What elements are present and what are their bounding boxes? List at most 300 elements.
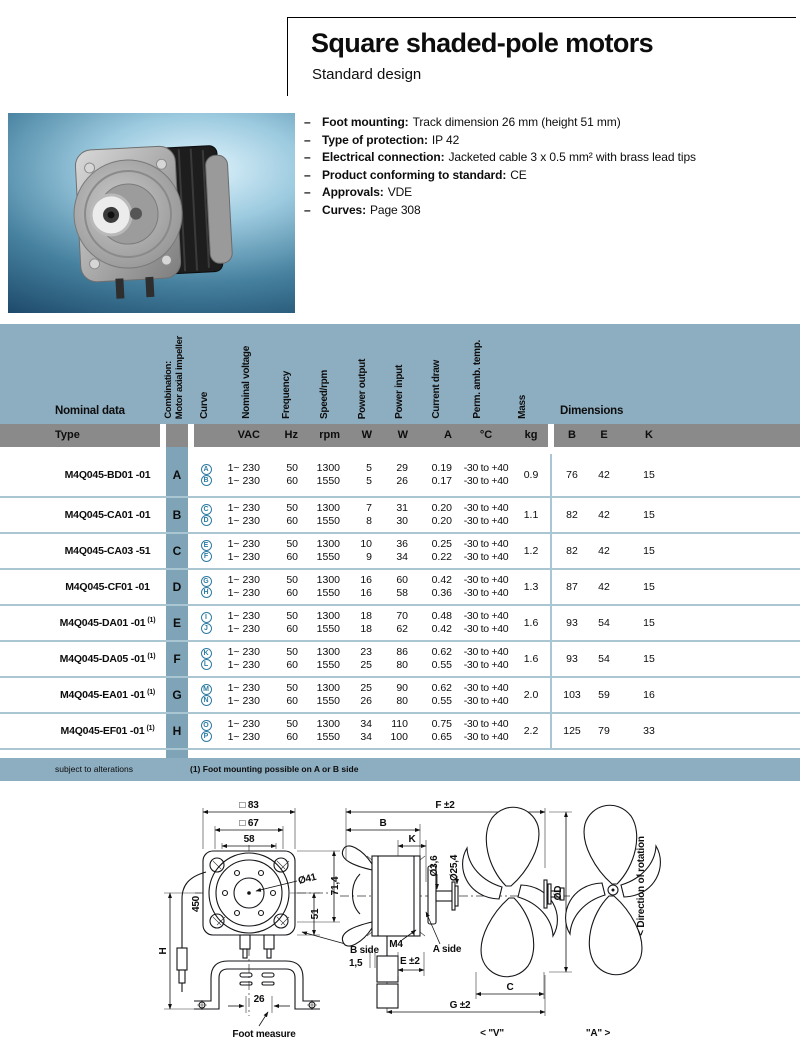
dim-label-k: K [408, 834, 416, 845]
table-row [0, 678, 800, 714]
value-line: 70 [396, 610, 408, 622]
dim-label-dia36: Ø3,6 [429, 855, 440, 877]
table-spacer [0, 750, 800, 758]
spec-label: Approvals: [322, 185, 384, 199]
value-line: 0.19 [431, 462, 452, 474]
voltage-cell [218, 678, 266, 712]
dash-bullet: – [304, 115, 311, 129]
dim-label-f: F ±2 [435, 800, 455, 811]
impeller-a-view-drawing [566, 805, 661, 1039]
temp-cell [458, 570, 514, 604]
value-line: 0.48 [431, 610, 452, 622]
value-line: 50 [286, 462, 298, 474]
spec-item [304, 151, 784, 165]
value-line: 100 [390, 731, 408, 743]
footnote-marker: (1) [147, 616, 156, 624]
type-label: M4Q045-EA01 -01 [59, 689, 146, 701]
dim-k-cell: 16 [643, 689, 655, 701]
subheader-a: A [414, 424, 458, 447]
dim-k-cell: 15 [643, 545, 655, 557]
value-line: -30 to +40 [463, 475, 509, 487]
curve-line [194, 515, 218, 526]
spec-text-wrap [322, 151, 696, 165]
spec-value: Jacketed cable 3 x 0.5 mm² with brass lead tips [448, 150, 696, 164]
dim-label-m4: M4 [389, 939, 403, 950]
subheader-curve [194, 424, 218, 447]
curve-line [194, 475, 218, 486]
spec-text-wrap [322, 204, 421, 218]
spec-text-wrap [322, 116, 621, 130]
footnote-marker: (1) [146, 724, 155, 732]
dash-bullet: – [304, 167, 311, 182]
hz-cell [266, 534, 304, 568]
curve-badge: N [201, 695, 212, 706]
header-rule-horizontal [287, 17, 796, 18]
value-line: 31 [396, 502, 408, 514]
curve-cell [194, 570, 218, 604]
type-label: M4Q045-BD01 -01 [64, 469, 151, 481]
value-line: 0.55 [431, 695, 452, 707]
value-line: 60 [286, 475, 298, 487]
type-label: M4Q045-DA01 -01 [59, 617, 146, 629]
a-cell [414, 534, 458, 568]
dim-label-dia41: Ø41 [297, 871, 318, 887]
b-side-label: B side [350, 945, 379, 956]
spec-text-wrap [322, 134, 459, 148]
dim-b-cell: 93 [566, 653, 578, 665]
table-row [0, 642, 800, 678]
table-subheader [0, 424, 800, 447]
type-cell [0, 642, 160, 676]
subheader-b: B [554, 424, 590, 447]
curve-badge: I [201, 612, 212, 623]
value-line: 0.25 [431, 538, 452, 550]
type-label: M4Q045-CA01 -01 [64, 509, 151, 521]
voltage-cell [218, 642, 266, 676]
value-line: 8 [366, 515, 372, 527]
table-spacer [0, 447, 800, 454]
value-line: -30 to +40 [463, 551, 509, 563]
curve-line [194, 551, 218, 562]
subheader-hz: Hz [266, 424, 304, 447]
value-line: 0.62 [431, 646, 452, 658]
spec-label: Electrical connection: [322, 150, 445, 164]
frequency-heading: Frequency [281, 371, 292, 419]
value-line: 1~ 230 [227, 718, 260, 730]
value-line: 0.20 [431, 502, 452, 514]
voltage-cell [218, 570, 266, 604]
a-cell [414, 714, 458, 748]
dimensions-heading: Dimensions [560, 405, 624, 417]
value-line: 50 [286, 610, 298, 622]
value-line: 1~ 230 [227, 659, 260, 671]
dim-k-cell: 33 [643, 725, 655, 737]
value-line: 1~ 230 [227, 515, 260, 527]
combination-cell: E [166, 606, 188, 640]
dim-label-c: C [506, 982, 514, 993]
curve-cell [194, 678, 218, 712]
value-line: 1550 [316, 695, 340, 707]
dash-bullet: – [304, 185, 311, 199]
value-line: 1~ 230 [227, 682, 260, 694]
curve-cell [194, 498, 218, 532]
w_out-cell [346, 642, 378, 676]
value-line: 60 [286, 623, 298, 635]
table-row [0, 534, 800, 570]
motor-data-table [0, 324, 800, 781]
a-cell [414, 498, 458, 532]
dim-e-cell: 42 [598, 545, 610, 557]
value-line: 1~ 230 [227, 646, 260, 658]
curve-line [194, 720, 218, 731]
subheader-combination [166, 424, 188, 447]
dim-label-sq67: □ 67 [239, 818, 259, 829]
value-line: 23 [360, 646, 372, 658]
voltage-cell [218, 606, 266, 640]
w_out-cell [346, 714, 378, 748]
mass-cell: 0.9 [523, 469, 539, 481]
spec-label: Type of protection: [322, 132, 428, 147]
value-line: 18 [360, 623, 372, 635]
value-line: -30 to +40 [463, 502, 509, 514]
value-line: 36 [396, 538, 408, 550]
dim-label-58: 58 [243, 834, 255, 845]
dim-e-cell: 54 [598, 653, 610, 665]
value-line: -30 to +40 [463, 610, 509, 622]
dim-label-b: B [379, 818, 387, 829]
power-output-heading: Power output [357, 358, 368, 419]
subheader-type: Type [0, 424, 160, 447]
value-line: 1550 [316, 515, 340, 527]
value-line: 30 [396, 515, 408, 527]
value-line: 9 [366, 551, 372, 563]
spec-text-wrap [322, 169, 527, 183]
curve-line [194, 464, 218, 475]
value-line: 16 [360, 574, 372, 586]
spec-item [304, 186, 784, 200]
dim-label-51: 51 [310, 908, 321, 920]
type-label: M4Q045-CA03 -51 [64, 545, 151, 557]
value-line: 50 [286, 502, 298, 514]
type-cell [0, 714, 160, 748]
w_out-cell [346, 454, 378, 496]
subheader-e: E [590, 424, 618, 447]
spec-item [304, 116, 784, 130]
curve-badge: H [201, 587, 212, 598]
combination-cell: G [166, 678, 188, 712]
value-line: 60 [396, 574, 408, 586]
rpm-cell [304, 714, 346, 748]
dim-e-cell: 54 [598, 617, 610, 629]
dim-e-cell: 42 [598, 581, 610, 593]
curve-line [194, 684, 218, 695]
table-body [0, 454, 800, 750]
dim-label-g: G ±2 [449, 1000, 471, 1011]
value-line: 1~ 230 [227, 695, 260, 707]
row-fill [680, 454, 800, 496]
spec-label: Curves: [322, 202, 366, 217]
value-line: 60 [286, 659, 298, 671]
w_out-cell [346, 678, 378, 712]
dim-b-cell: 93 [566, 617, 578, 629]
mass-cell: 1.3 [523, 581, 539, 593]
value-line: 50 [286, 538, 298, 550]
row-fill [680, 678, 800, 712]
value-line: 60 [286, 587, 298, 599]
row-fill [680, 498, 800, 532]
table-footer [0, 758, 800, 781]
combination-cell: B [166, 498, 188, 532]
mass-cell: 1.6 [523, 653, 539, 665]
subheader-kg: kg [514, 424, 548, 447]
value-line: 1~ 230 [227, 731, 260, 743]
type-cell [0, 606, 160, 640]
spec-item [304, 134, 784, 148]
w_out-cell [346, 498, 378, 532]
value-line: 34 [360, 718, 372, 730]
curve-heading: Curve [199, 392, 210, 419]
side-view-drawing [340, 800, 576, 1039]
table-row [0, 570, 800, 606]
type-label: M4Q045-CF01 -01 [65, 581, 150, 593]
type-label: M4Q045-EF01 -01 [60, 725, 145, 737]
table-row [0, 606, 800, 642]
table-row [0, 498, 800, 534]
value-line: 1550 [316, 623, 340, 635]
value-line: 0.65 [431, 731, 452, 743]
value-line: 0.42 [431, 574, 452, 586]
a-side-label: A side [432, 944, 462, 955]
curve-badge: C [201, 504, 212, 515]
curve-line [194, 623, 218, 634]
type-cell [0, 534, 160, 568]
curve-badge: E [201, 540, 212, 551]
value-line: 60 [286, 515, 298, 527]
value-line: 29 [396, 462, 408, 474]
value-line: 26 [396, 475, 408, 487]
footnote-marker: (1) [147, 688, 156, 696]
type-cell [0, 678, 160, 712]
dash-bullet: – [304, 202, 311, 217]
curve-badge: A [201, 464, 212, 475]
page-title: Square shaded-pole motors [311, 28, 654, 58]
dim-label-h: H [158, 947, 169, 955]
combination-cell: D [166, 570, 188, 604]
value-line: 0.62 [431, 682, 452, 694]
value-line: 1300 [316, 538, 340, 550]
dim-label-714: 71,4 [330, 876, 341, 896]
dim-label-diad: ØD [553, 885, 564, 901]
row-fill [680, 714, 800, 748]
type-cell [0, 498, 160, 532]
dim-k-cell: 15 [643, 509, 655, 521]
combination-cell: A [166, 454, 188, 496]
spec-value: Page 308 [369, 202, 421, 217]
spec-label: Foot mounting: [322, 115, 409, 129]
subheader-fill [680, 424, 800, 447]
value-line: 60 [286, 695, 298, 707]
value-line: 90 [396, 682, 408, 694]
curve-badge: P [201, 731, 212, 742]
spec-value: IP 42 [431, 132, 460, 147]
value-line: 1550 [316, 475, 340, 487]
row-fill [680, 606, 800, 640]
value-line: 50 [286, 646, 298, 658]
value-line: 1550 [316, 551, 340, 563]
row-fill [680, 534, 800, 568]
table-header [0, 324, 800, 424]
value-line: 1300 [316, 610, 340, 622]
motor-photo-illustration [8, 113, 295, 313]
curve-line [194, 576, 218, 587]
temp-cell [458, 534, 514, 568]
mass-cell: 2.2 [523, 725, 539, 737]
curve-line [194, 659, 218, 670]
a-view-label: "A" > [585, 1028, 611, 1039]
combination-cell: C [166, 534, 188, 568]
value-line: 1550 [316, 587, 340, 599]
voltage-cell [218, 454, 266, 496]
value-line: -30 to +40 [463, 462, 509, 474]
value-line: 1300 [316, 462, 340, 474]
spec-value: CE [510, 167, 527, 182]
temp-cell [458, 714, 514, 748]
footer-footnote: (1) Foot mounting possible on A or B side [190, 764, 359, 774]
value-line: -30 to +40 [463, 515, 509, 527]
page-subtitle: Standard design [312, 66, 422, 83]
value-line: -30 to +40 [463, 574, 509, 586]
w_in-cell [378, 714, 414, 748]
row-fill [680, 642, 800, 676]
curve-line [194, 587, 218, 598]
current-draw-heading: Current draw [431, 360, 442, 419]
foot-measure-label: Foot measure [232, 1029, 296, 1040]
value-line: 1~ 230 [227, 475, 260, 487]
rpm-cell [304, 678, 346, 712]
hz-cell [266, 570, 304, 604]
value-line: 0.75 [431, 718, 452, 730]
curve-line [194, 648, 218, 659]
mass-cell: 1.1 [523, 509, 539, 521]
value-line: -30 to +40 [463, 695, 509, 707]
speed-heading: Speed/rpm [319, 370, 330, 419]
value-line: 1~ 230 [227, 551, 260, 563]
rpm-cell [304, 454, 346, 496]
spec-text-wrap [322, 186, 412, 200]
value-line: 0.36 [431, 587, 452, 599]
product-photo [8, 113, 295, 313]
curve-badge: B [201, 475, 212, 486]
rpm-cell [304, 498, 346, 532]
dim-e-cell: 42 [598, 469, 610, 481]
header-rule-vertical [287, 17, 288, 96]
technical-drawings [0, 786, 800, 1049]
value-line: 1~ 230 [227, 462, 260, 474]
spec-value: VDE [387, 185, 413, 199]
row-fill [680, 570, 800, 604]
table-row [0, 454, 800, 498]
subheader-rpm: rpm [304, 424, 346, 447]
rpm-cell [304, 642, 346, 676]
type-cell [0, 570, 160, 604]
value-line: 1300 [316, 574, 340, 586]
value-line: 34 [396, 551, 408, 563]
value-line: 1~ 230 [227, 587, 260, 599]
value-line: -30 to +40 [463, 623, 509, 635]
dim-label-sq83: □ 83 [239, 800, 259, 811]
value-line: 16 [360, 587, 372, 599]
dim-label-15: 1,5 [349, 958, 363, 969]
curve-badge: J [201, 623, 212, 634]
w_in-cell [378, 498, 414, 532]
value-line: 0.22 [431, 551, 452, 563]
value-line: 62 [396, 623, 408, 635]
a-cell [414, 454, 458, 496]
mass-heading: Mass [517, 395, 528, 419]
curve-badge: K [201, 648, 212, 659]
a-cell [414, 570, 458, 604]
value-line: 1550 [316, 731, 340, 743]
dim-e-cell: 42 [598, 509, 610, 521]
value-line: 60 [286, 731, 298, 743]
value-line: 26 [360, 695, 372, 707]
rpm-cell [304, 606, 346, 640]
w_out-cell [346, 606, 378, 640]
dim-label-450: 450 [191, 895, 202, 913]
value-line: 1300 [316, 682, 340, 694]
value-line: 0.42 [431, 623, 452, 635]
v-view-label: < "V" [480, 1028, 504, 1039]
subheader-vac: VAC [218, 424, 266, 447]
subheader-temp: °C [458, 424, 514, 447]
table-row [0, 714, 800, 750]
value-line: 60 [286, 551, 298, 563]
impeller-v-view [463, 807, 564, 976]
dim-b-cell: 76 [566, 469, 578, 481]
dim-k-cell: 15 [643, 581, 655, 593]
mass-cell: 1.6 [523, 617, 539, 629]
subheader-k: K [618, 424, 680, 447]
spec-value: Track dimension 26 mm (height 51 mm) [412, 115, 621, 129]
value-line: -30 to +40 [463, 731, 509, 743]
w_in-cell [378, 606, 414, 640]
value-line: 18 [360, 610, 372, 622]
value-line: 25 [360, 682, 372, 694]
dim-label-e: E ±2 [400, 956, 420, 967]
hz-cell [266, 498, 304, 532]
combination-heading-line2: Motor axial impeller [174, 335, 185, 419]
value-line: 5 [366, 475, 372, 487]
dash-bullet: – [304, 132, 311, 147]
value-line: 1550 [316, 659, 340, 671]
nominal-voltage-heading: Nominal voltage [241, 346, 252, 419]
curve-line [194, 504, 218, 515]
subheader-w-out: W [346, 424, 378, 447]
value-line: 10 [360, 538, 372, 550]
value-line: 1~ 230 [227, 623, 260, 635]
combination-heading-line1: Combination: [163, 361, 174, 419]
value-line: 1300 [316, 718, 340, 730]
power-input-heading: Power input [394, 365, 405, 419]
value-line: 1300 [316, 502, 340, 514]
temp-cell [458, 498, 514, 532]
value-line: 0.55 [431, 659, 452, 671]
value-line: -30 to +40 [463, 682, 509, 694]
mass-cell: 2.0 [523, 689, 539, 701]
type-label: M4Q045-DA05 -01 [59, 653, 146, 665]
dim-b-cell: 82 [566, 509, 578, 521]
hz-cell [266, 606, 304, 640]
